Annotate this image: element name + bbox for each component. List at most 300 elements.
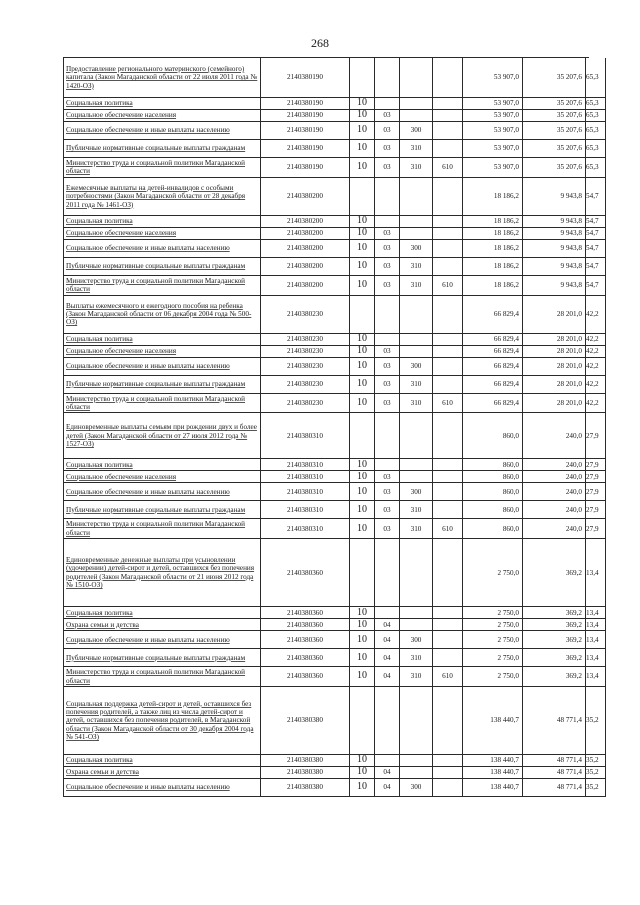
admin-code-cell	[433, 619, 463, 631]
section-cell: 10	[350, 501, 375, 519]
table-row	[64, 606, 599, 619]
admin-code-cell: 610	[433, 519, 463, 539]
row-name-cell: Охрана семьи и детства	[64, 619, 261, 631]
table-row	[64, 501, 599, 519]
section-cell: 10	[350, 358, 375, 376]
subsection-cell: 03	[375, 346, 400, 358]
percent-cell: 27,9	[586, 501, 606, 519]
percent-cell: 13,4	[586, 607, 606, 619]
target-code-cell: 2140380200	[261, 276, 350, 296]
row-name-cell: Социальная политика	[64, 334, 261, 346]
subsection-cell: 04	[375, 649, 400, 667]
percent-cell: 54,7	[586, 228, 606, 240]
subsection-cell	[375, 334, 400, 346]
table-row	[64, 344, 599, 358]
expense-type-cell	[400, 334, 433, 346]
admin-code-cell	[433, 334, 463, 346]
expense-type-cell	[400, 539, 433, 607]
admin-code-cell: 610	[433, 276, 463, 296]
row-name-cell: Социальное обеспечение и иные выплаты населению	[64, 631, 261, 649]
expense-type-cell	[400, 459, 433, 471]
admin-code-cell	[433, 98, 463, 110]
admin-code-cell	[433, 346, 463, 358]
expense-type-cell	[400, 296, 433, 334]
percent-cell: 27,9	[586, 459, 606, 471]
plan-amount-cell: 2 750,0	[463, 667, 523, 687]
target-code-cell: 2140380380	[261, 755, 350, 767]
table-row	[64, 539, 599, 607]
table-row	[64, 58, 599, 98]
expense-type-cell	[400, 619, 433, 631]
target-code-cell: 2140380360	[261, 539, 350, 607]
table-row	[64, 97, 599, 110]
plan-amount-cell: 860,0	[463, 501, 523, 519]
plan-amount-cell: 18 186,2	[463, 240, 523, 258]
plan-amount-cell: 66 829,4	[463, 376, 523, 394]
row-name-cell: Министерство труда и социальной политики Магаданской области	[64, 519, 261, 539]
subsection-cell: 04	[375, 667, 400, 687]
percent-cell: 42,2	[586, 334, 606, 346]
actual-amount-cell: 35 207,6	[523, 110, 586, 122]
percent-cell: 13,4	[586, 649, 606, 667]
subsection-cell: 03	[375, 358, 400, 376]
table-row	[64, 296, 599, 334]
percent-cell: 42,2	[586, 358, 606, 376]
target-code-cell: 2140380310	[261, 413, 350, 459]
table-row	[64, 258, 599, 276]
target-code-cell: 2140380200	[261, 228, 350, 240]
row-name-cell: Социальная политика	[64, 459, 261, 471]
target-code-cell: 2140380190	[261, 122, 350, 140]
admin-code-cell	[433, 471, 463, 483]
admin-code-cell	[433, 631, 463, 649]
expense-type-cell	[400, 216, 433, 228]
target-code-cell: 2140380190	[261, 158, 350, 178]
plan-amount-cell: 18 186,2	[463, 178, 523, 216]
expense-type-cell	[400, 471, 433, 483]
subsection-cell	[375, 459, 400, 471]
subsection-cell	[375, 607, 400, 619]
table-row	[64, 276, 599, 296]
percent-cell: 13,4	[586, 539, 606, 607]
row-name-cell: Социальная политика	[64, 607, 261, 619]
expense-type-cell: 300	[400, 483, 433, 501]
plan-amount-cell: 66 829,4	[463, 346, 523, 358]
actual-amount-cell: 35 207,6	[523, 58, 586, 98]
expense-type-cell	[400, 58, 433, 98]
actual-amount-cell: 369,2	[523, 667, 586, 687]
subsection-cell: 03	[375, 140, 400, 158]
plan-amount-cell: 2 750,0	[463, 631, 523, 649]
row-name-cell: Социальное обеспечение и иные выплаты населению	[64, 122, 261, 140]
plan-amount-cell: 66 829,4	[463, 334, 523, 346]
subsection-cell	[375, 687, 400, 755]
plan-amount-cell: 860,0	[463, 471, 523, 483]
plan-amount-cell: 860,0	[463, 519, 523, 539]
target-code-cell: 2140380360	[261, 667, 350, 687]
expense-type-cell	[400, 607, 433, 619]
section-cell: 10	[350, 98, 375, 110]
table-row	[64, 779, 599, 797]
percent-cell: 54,7	[586, 178, 606, 216]
plan-amount-cell: 2 750,0	[463, 539, 523, 607]
admin-code-cell	[433, 140, 463, 158]
percent-cell: 54,7	[586, 216, 606, 228]
section-cell: 10	[350, 216, 375, 228]
plan-amount-cell: 2 750,0	[463, 649, 523, 667]
expense-type-cell: 310	[400, 158, 433, 178]
actual-amount-cell: 28 201,0	[523, 334, 586, 346]
table-row	[64, 358, 599, 376]
section-cell: 10	[350, 667, 375, 687]
subsection-cell: 03	[375, 276, 400, 296]
table-row	[64, 140, 599, 158]
actual-amount-cell: 35 207,6	[523, 158, 586, 178]
target-code-cell: 2140380200	[261, 178, 350, 216]
expense-type-cell	[400, 413, 433, 459]
target-code-cell: 2140380310	[261, 471, 350, 483]
table-row	[64, 158, 599, 178]
row-name-cell: Ежемесячные выплаты на детей-инвалидов с особыми потребностями (Закон Магаданской области от 28 декабря 2011 года № 1461-ОЗ)	[64, 178, 261, 216]
row-name-cell: Социальное обеспечение населения	[64, 110, 261, 122]
target-code-cell: 2140380360	[261, 607, 350, 619]
actual-amount-cell: 28 201,0	[523, 358, 586, 376]
row-name-cell: Социальная поддержка детей-сирот и детей, оставшихся без попечения родителей, а также лиц из числа детей-сирот и детей, оставшихся без попечения родителей, в Магаданской области (Закон Магаданской области от 30 декабря 2004 года № 541-ОЗ)	[64, 687, 261, 755]
subsection-cell	[375, 539, 400, 607]
admin-code-cell	[433, 122, 463, 140]
row-name-cell: Министерство труда и социальной политики Магаданской области	[64, 158, 261, 178]
subsection-cell: 03	[375, 394, 400, 414]
section-cell: 10	[350, 334, 375, 346]
table-row	[64, 483, 599, 501]
section-cell: 10	[350, 346, 375, 358]
section-cell: 10	[350, 483, 375, 501]
percent-cell: 65,3	[586, 58, 606, 98]
table-row	[64, 122, 599, 140]
admin-code-cell	[433, 649, 463, 667]
plan-amount-cell: 18 186,2	[463, 216, 523, 228]
section-cell	[350, 539, 375, 607]
subsection-cell: 03	[375, 483, 400, 501]
plan-amount-cell: 66 829,4	[463, 394, 523, 414]
subsection-cell: 03	[375, 240, 400, 258]
expense-type-cell	[400, 346, 433, 358]
percent-cell: 35,2	[586, 779, 606, 797]
admin-code-cell	[433, 607, 463, 619]
admin-code-cell	[433, 376, 463, 394]
table-row	[64, 109, 599, 122]
actual-amount-cell: 240,0	[523, 471, 586, 483]
table-row	[64, 766, 599, 779]
subsection-cell: 03	[375, 158, 400, 178]
target-code-cell: 2140380190	[261, 140, 350, 158]
actual-amount-cell: 35 207,6	[523, 122, 586, 140]
section-cell: 10	[350, 140, 375, 158]
actual-amount-cell: 28 201,0	[523, 376, 586, 394]
target-code-cell: 2140380310	[261, 483, 350, 501]
plan-amount-cell: 138 440,7	[463, 767, 523, 779]
admin-code-cell	[433, 358, 463, 376]
section-cell: 10	[350, 767, 375, 779]
plan-amount-cell: 53 907,0	[463, 58, 523, 98]
percent-cell: 35,2	[586, 767, 606, 779]
section-cell: 10	[350, 779, 375, 797]
actual-amount-cell: 9 943,8	[523, 276, 586, 296]
expense-type-cell	[400, 228, 433, 240]
actual-amount-cell: 28 201,0	[523, 296, 586, 334]
row-name-cell: Единовременные выплаты семьям при рождении двух и более детей (Закон Магаданской области от 27 июля 2012 года № 1527-ОЗ)	[64, 413, 261, 459]
actual-amount-cell: 240,0	[523, 501, 586, 519]
actual-amount-cell: 48 771,4	[523, 687, 586, 755]
plan-amount-cell: 53 907,0	[463, 98, 523, 110]
admin-code-cell: 610	[433, 394, 463, 414]
percent-cell: 27,9	[586, 519, 606, 539]
section-cell: 10	[350, 228, 375, 240]
plan-amount-cell: 53 907,0	[463, 158, 523, 178]
plan-amount-cell: 66 829,4	[463, 296, 523, 334]
row-name-cell: Социальное обеспечение и иные выплаты населению	[64, 483, 261, 501]
expense-type-cell: 310	[400, 501, 433, 519]
expense-type-cell: 300	[400, 358, 433, 376]
row-name-cell: Социальное обеспечение и иные выплаты населению	[64, 358, 261, 376]
section-cell: 10	[350, 755, 375, 767]
subsection-cell: 03	[375, 376, 400, 394]
subsection-cell: 03	[375, 110, 400, 122]
subsection-cell: 03	[375, 519, 400, 539]
budget-table	[63, 57, 599, 797]
target-code-cell: 2140380310	[261, 501, 350, 519]
percent-cell: 42,2	[586, 296, 606, 334]
subsection-cell: 04	[375, 767, 400, 779]
actual-amount-cell: 369,2	[523, 619, 586, 631]
admin-code-cell	[433, 240, 463, 258]
target-code-cell: 2140380360	[261, 649, 350, 667]
target-code-cell: 2140380200	[261, 240, 350, 258]
target-code-cell: 2140380380	[261, 767, 350, 779]
percent-cell: 35,2	[586, 755, 606, 767]
target-code-cell: 2140380360	[261, 619, 350, 631]
actual-amount-cell: 9 943,8	[523, 240, 586, 258]
target-code-cell: 2140380310	[261, 459, 350, 471]
percent-cell: 65,3	[586, 140, 606, 158]
row-name-cell: Социальное обеспечение и иные выплаты населению	[64, 240, 261, 258]
row-name-cell: Социальное обеспечение населения	[64, 471, 261, 483]
percent-cell: 65,3	[586, 110, 606, 122]
subsection-cell: 03	[375, 471, 400, 483]
admin-code-cell	[433, 539, 463, 607]
actual-amount-cell: 240,0	[523, 519, 586, 539]
actual-amount-cell: 369,2	[523, 607, 586, 619]
subsection-cell: 03	[375, 122, 400, 140]
table-row	[64, 667, 599, 687]
section-cell: 10	[350, 376, 375, 394]
actual-amount-cell: 369,2	[523, 649, 586, 667]
section-cell	[350, 413, 375, 459]
percent-cell: 42,2	[586, 346, 606, 358]
expense-type-cell: 300	[400, 122, 433, 140]
section-cell: 10	[350, 110, 375, 122]
actual-amount-cell: 28 201,0	[523, 346, 586, 358]
table-row	[64, 519, 599, 539]
percent-cell: 65,3	[586, 98, 606, 110]
actual-amount-cell: 369,2	[523, 539, 586, 607]
percent-cell: 27,9	[586, 413, 606, 459]
percent-cell: 13,4	[586, 619, 606, 631]
admin-code-cell	[433, 483, 463, 501]
row-name-cell: Охрана семьи и детства	[64, 767, 261, 779]
section-cell	[350, 58, 375, 98]
actual-amount-cell: 28 201,0	[523, 394, 586, 414]
plan-amount-cell: 18 186,2	[463, 276, 523, 296]
admin-code-cell	[433, 58, 463, 98]
plan-amount-cell: 860,0	[463, 413, 523, 459]
row-name-cell: Социальное обеспечение населения	[64, 346, 261, 358]
page-number: 268	[311, 36, 329, 50]
expense-type-cell	[400, 98, 433, 110]
target-code-cell: 2140380230	[261, 394, 350, 414]
subsection-cell: 04	[375, 619, 400, 631]
actual-amount-cell: 9 943,8	[523, 228, 586, 240]
actual-amount-cell: 240,0	[523, 459, 586, 471]
expense-type-cell: 310	[400, 667, 433, 687]
admin-code-cell	[433, 413, 463, 459]
actual-amount-cell: 9 943,8	[523, 216, 586, 228]
subsection-cell	[375, 178, 400, 216]
row-name-cell: Социальная политика	[64, 755, 261, 767]
actual-amount-cell: 240,0	[523, 483, 586, 501]
row-name-cell: Министерство труда и социальной политики Магаданской области	[64, 394, 261, 414]
admin-code-cell: 610	[433, 667, 463, 687]
row-name-cell: Социальное обеспечение и иные выплаты населению	[64, 779, 261, 797]
plan-amount-cell: 18 186,2	[463, 228, 523, 240]
subsection-cell	[375, 413, 400, 459]
subsection-cell	[375, 755, 400, 767]
row-name-cell: Социальное обеспечение населения	[64, 228, 261, 240]
actual-amount-cell: 240,0	[523, 413, 586, 459]
section-cell	[350, 178, 375, 216]
subsection-cell: 03	[375, 501, 400, 519]
row-name-cell: Публичные нормативные социальные выплаты гражданам	[64, 258, 261, 276]
target-code-cell: 2140380310	[261, 519, 350, 539]
plan-amount-cell: 860,0	[463, 483, 523, 501]
percent-cell: 65,3	[586, 158, 606, 178]
target-code-cell: 2140380190	[261, 98, 350, 110]
subsection-cell: 04	[375, 631, 400, 649]
plan-amount-cell: 860,0	[463, 459, 523, 471]
expense-type-cell: 310	[400, 519, 433, 539]
row-name-cell: Публичные нормативные социальные выплаты гражданам	[64, 140, 261, 158]
expense-type-cell	[400, 178, 433, 216]
percent-cell: 42,2	[586, 376, 606, 394]
expense-type-cell: 310	[400, 258, 433, 276]
row-name-cell: Социальная политика	[64, 216, 261, 228]
actual-amount-cell: 369,2	[523, 631, 586, 649]
admin-code-cell	[433, 767, 463, 779]
plan-amount-cell: 53 907,0	[463, 110, 523, 122]
plan-amount-cell: 53 907,0	[463, 140, 523, 158]
plan-amount-cell: 2 750,0	[463, 607, 523, 619]
expense-type-cell: 310	[400, 276, 433, 296]
row-name-cell: Публичные нормативные социальные выплаты гражданам	[64, 376, 261, 394]
target-code-cell: 2140380380	[261, 779, 350, 797]
plan-amount-cell: 138 440,7	[463, 687, 523, 755]
table-row	[64, 376, 599, 394]
table-row	[64, 458, 599, 471]
table-row	[64, 240, 599, 258]
plan-amount-cell: 138 440,7	[463, 755, 523, 767]
row-name-cell: Социальная политика	[64, 98, 261, 110]
percent-cell: 54,7	[586, 276, 606, 296]
target-code-cell: 2140380230	[261, 334, 350, 346]
table-row	[64, 215, 599, 228]
admin-code-cell	[433, 687, 463, 755]
admin-code-cell	[433, 228, 463, 240]
admin-code-cell	[433, 178, 463, 216]
expense-type-cell: 310	[400, 394, 433, 414]
expense-type-cell	[400, 687, 433, 755]
row-name-cell: Выплаты ежемесячного и ежегодного пособия на ребенка (Закон Магаданской области от 06 декабря 2004 года № 500-ОЗ)	[64, 296, 261, 334]
admin-code-cell	[433, 296, 463, 334]
target-code-cell: 2140380230	[261, 346, 350, 358]
actual-amount-cell: 9 943,8	[523, 258, 586, 276]
table-row	[64, 754, 599, 767]
percent-cell: 13,4	[586, 631, 606, 649]
section-cell	[350, 687, 375, 755]
plan-amount-cell: 53 907,0	[463, 122, 523, 140]
target-code-cell: 2140380380	[261, 687, 350, 755]
admin-code-cell	[433, 779, 463, 797]
row-name-cell: Министерство труда и социальной политики Магаданской области	[64, 276, 261, 296]
table-row	[64, 178, 599, 216]
table-row	[64, 618, 599, 631]
expense-type-cell: 310	[400, 376, 433, 394]
plan-amount-cell: 138 440,7	[463, 779, 523, 797]
section-cell: 10	[350, 122, 375, 140]
table-row	[64, 332, 599, 346]
table-row	[64, 649, 599, 667]
table-row	[64, 631, 599, 649]
plan-amount-cell: 2 750,0	[463, 619, 523, 631]
subsection-cell	[375, 58, 400, 98]
admin-code-cell: 610	[433, 158, 463, 178]
expense-type-cell	[400, 755, 433, 767]
actual-amount-cell: 35 207,6	[523, 98, 586, 110]
table-row	[64, 687, 599, 755]
row-name-cell: Единовременные денежные выплаты при усыновлении (удочерении) детей-сирот и детей, оставшихся без попечения родителей (Закон Магаданской области от 21 июня 2012 года № 1510-ОЗ)	[64, 539, 261, 607]
table-row	[64, 394, 599, 414]
section-cell: 10	[350, 649, 375, 667]
percent-cell: 27,9	[586, 471, 606, 483]
expense-type-cell	[400, 110, 433, 122]
target-code-cell: 2140380230	[261, 376, 350, 394]
percent-cell: 13,4	[586, 667, 606, 687]
admin-code-cell	[433, 459, 463, 471]
row-name-cell: Публичные нормативные социальные выплаты гражданам	[64, 649, 261, 667]
section-cell: 10	[350, 459, 375, 471]
target-code-cell: 2140380190	[261, 58, 350, 98]
expense-type-cell: 300	[400, 779, 433, 797]
section-cell: 10	[350, 631, 375, 649]
percent-cell: 54,7	[586, 258, 606, 276]
subsection-cell	[375, 98, 400, 110]
target-code-cell: 2140380190	[261, 110, 350, 122]
row-name-cell: Публичные нормативные социальные выплаты гражданам	[64, 501, 261, 519]
section-cell: 10	[350, 276, 375, 296]
actual-amount-cell: 9 943,8	[523, 178, 586, 216]
subsection-cell	[375, 296, 400, 334]
target-code-cell: 2140380360	[261, 631, 350, 649]
section-cell: 10	[350, 394, 375, 414]
